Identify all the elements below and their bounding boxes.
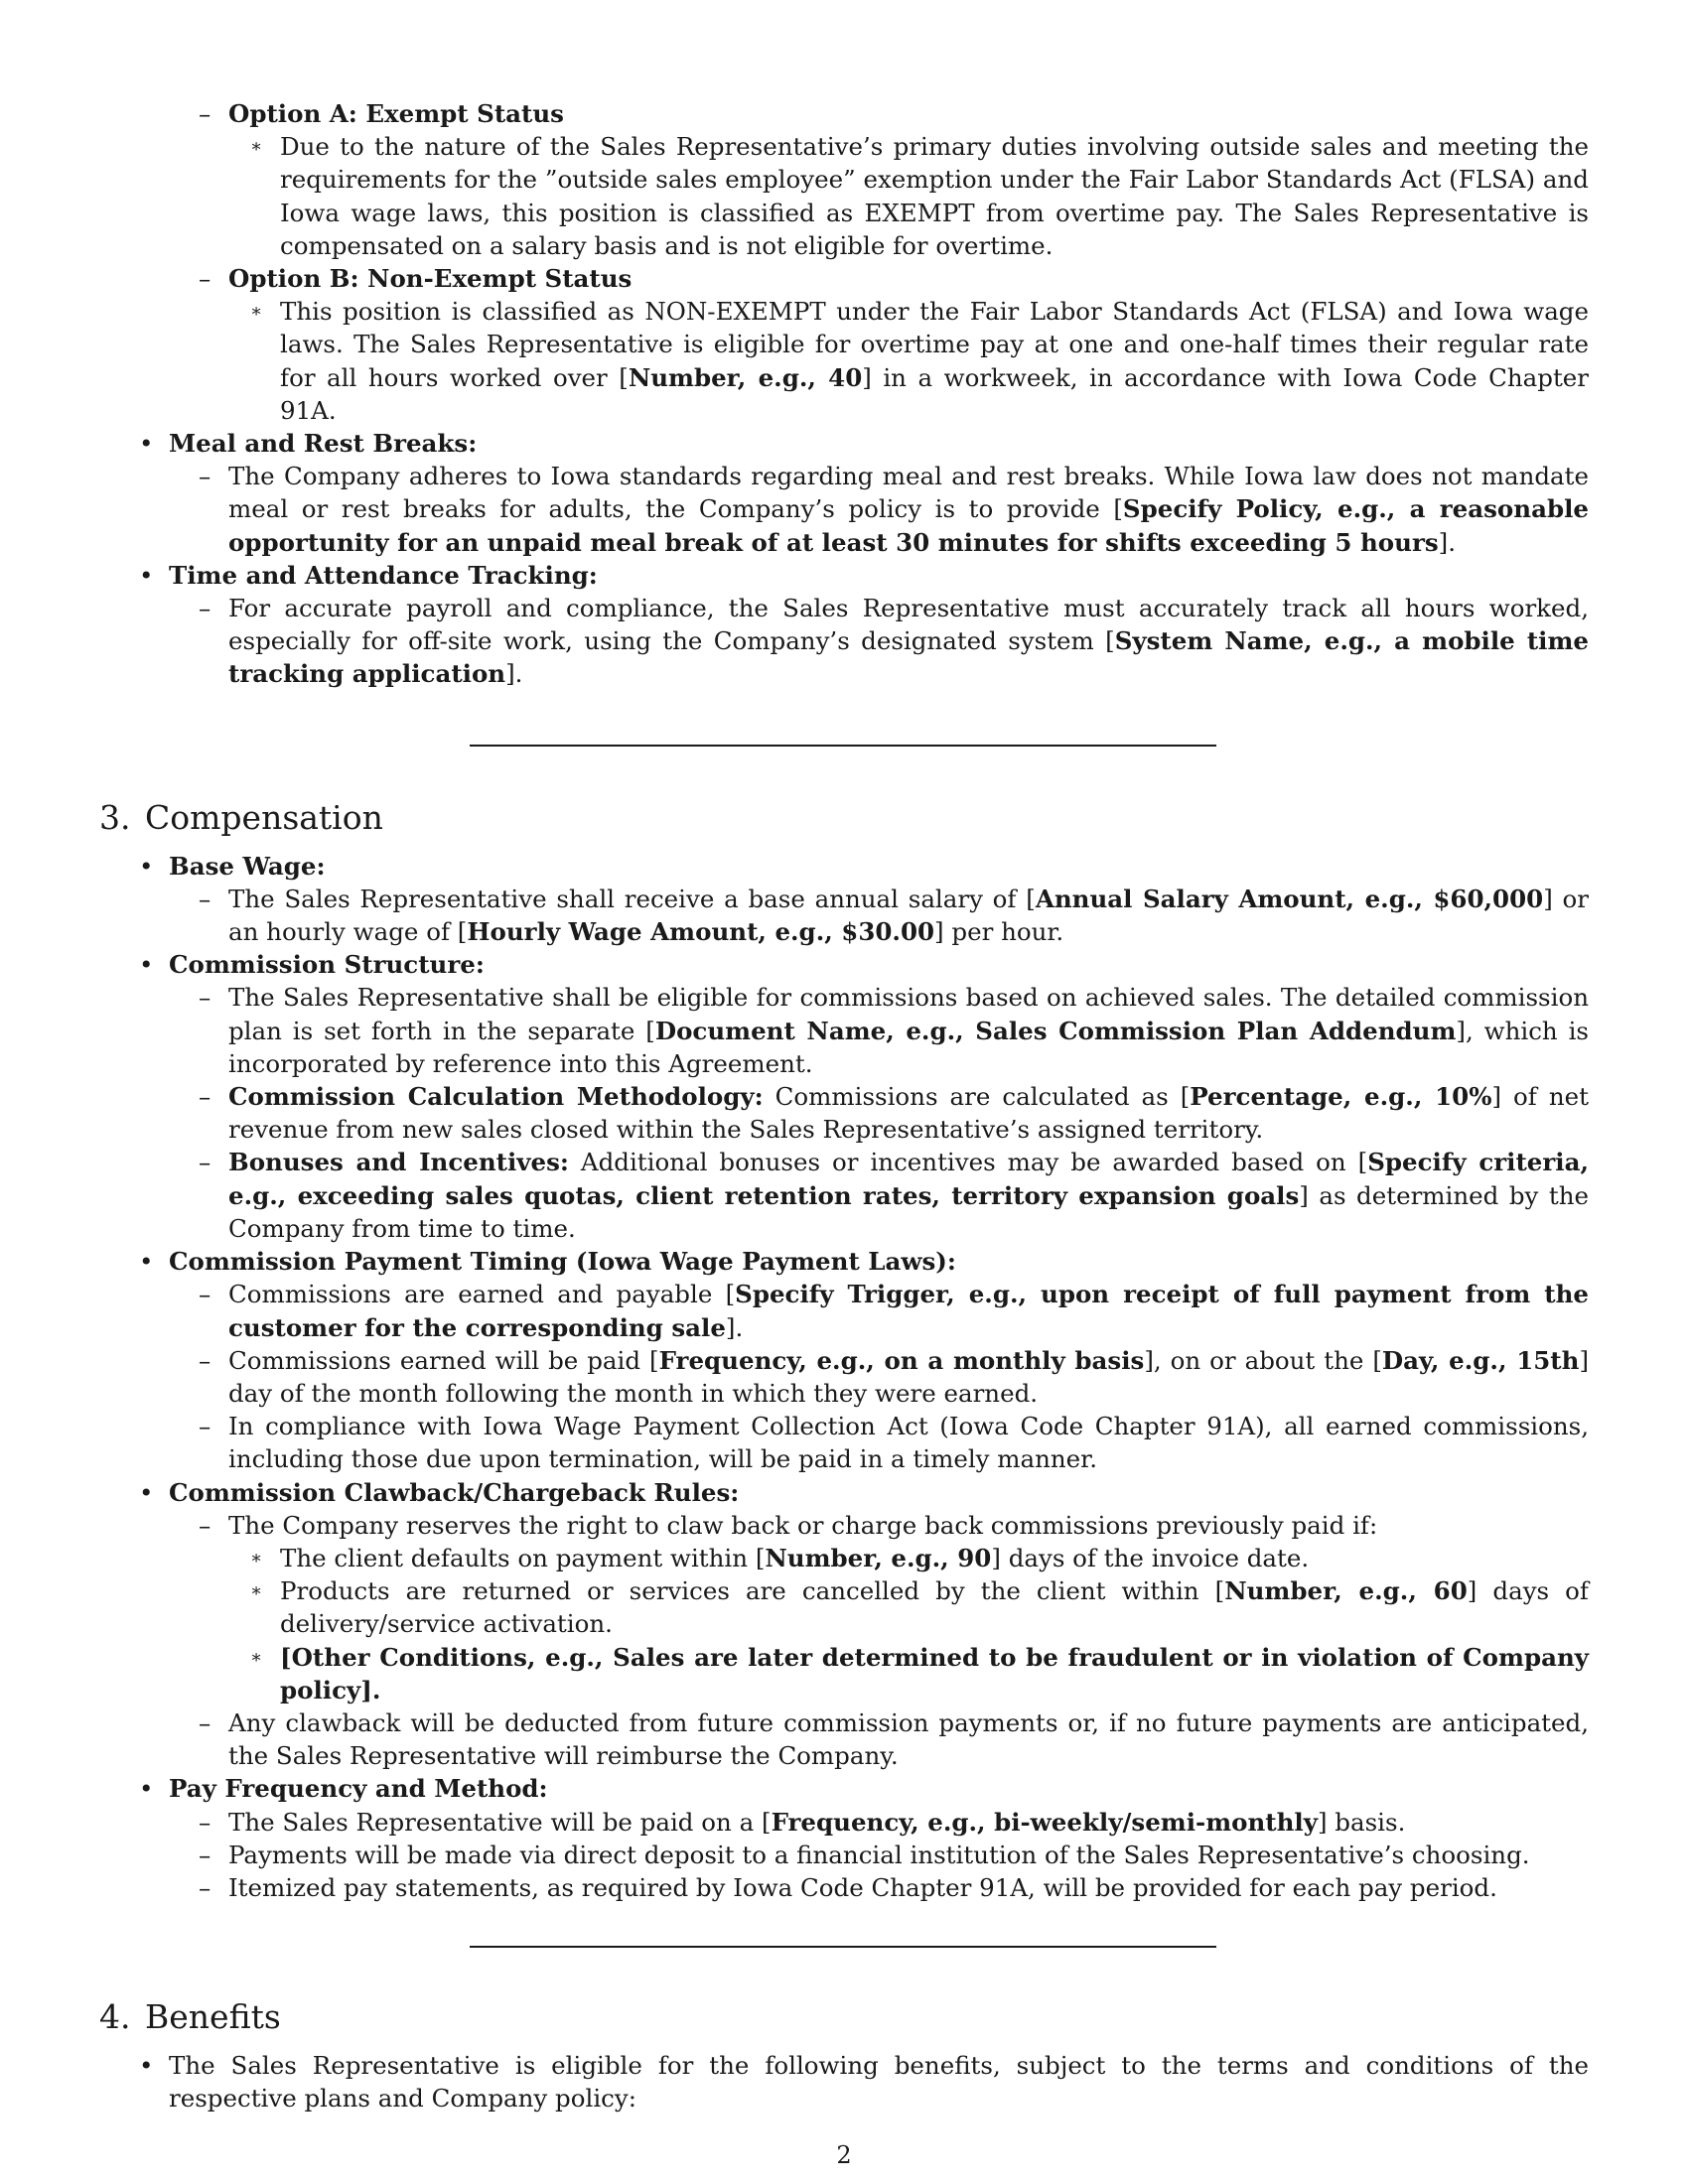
body-text: Commissions are earned and payable [ (228, 1280, 736, 1309)
dash-marker: – (199, 1807, 211, 1837)
dash-marker: – (199, 1510, 211, 1540)
body-text: ]. (725, 1312, 744, 1342)
list-item (99, 1344, 1589, 1410)
placeholder-field: Day, e.g., 15th (1381, 1345, 1580, 1375)
list-item (99, 981, 1589, 1080)
body-text: Itemized pay statements, as required by Iowa Code Chapter 91A, will be provided for each pay period. (228, 1872, 1497, 1902)
placeholder-field: Document Name, e.g., Sales Commission Plan Addendum (654, 1016, 1457, 1045)
bullet-marker: • (139, 950, 154, 980)
body-text: ] basis. (1317, 1807, 1406, 1837)
dash-marker: – (199, 264, 211, 294)
placeholder-field: Number, e.g., 60 (1224, 1576, 1468, 1606)
body-text: ] day of the month following the month in which they were earned. (228, 1345, 1589, 1408)
placeholder-field: Frequency, e.g., bi-weekly/semi-monthly (771, 1807, 1318, 1837)
list-item (99, 1476, 1589, 1509)
list-item (99, 130, 1589, 262)
list-item (99, 1806, 1589, 1839)
star-marker: ∗ (250, 1580, 263, 1602)
body-text: Additional bonuses or incentives may be awarded based on [ (568, 1148, 1368, 1177)
benefits-list (99, 2049, 1589, 2115)
body-text: Products are returned or services are cancelled by the client within [ (280, 1576, 1225, 1606)
body-text: ] or an hourly wage of [ (228, 884, 1589, 947)
body-text: [ (280, 1642, 292, 1672)
list-item (99, 1871, 1589, 1904)
body-text: The Sales Representative will be paid on a [ (228, 1807, 772, 1837)
list-item (99, 559, 1589, 592)
list-item (99, 1245, 1589, 1278)
meal-breaks-text: ]. (1438, 527, 1457, 557)
placeholder-field: Percentage, e.g., 10% (1190, 1082, 1492, 1112)
list-item (99, 1278, 1589, 1343)
meal-breaks-label: Meal and Rest Breaks: (169, 429, 478, 459)
list-item (99, 1574, 1589, 1640)
placeholder-field: Specify Policy, e.g., a reasonable opportunity for an unpaid meal break of at least 30 minutes for shifts exceeding 5 hours (228, 494, 1589, 557)
body-text: ] days of delivery/service activation. (280, 1576, 1590, 1639)
list-item (99, 295, 1589, 427)
option-b-text: This position is classified as NON-EXEMPT under the Fair Labor Standards Act (FLSA) and Iowa wage laws. The Sales Representative is eligible for overtime pay at one and one-half times their regular rate for all hours worked over [ (280, 297, 1589, 392)
placeholder-field: Number, e.g., 40 (628, 362, 863, 392)
list-item (99, 592, 1589, 691)
body-text: ] as determined by the Company from time to time. (228, 1180, 1589, 1243)
star-marker: ∗ (250, 1547, 263, 1569)
dash-marker: – (199, 884, 211, 913)
dash-marker: – (199, 1280, 211, 1309)
list-item (99, 1772, 1589, 1805)
time-tracking-text: For accurate payroll and compliance, the Sales Representative must accurately track all hours worked, especially for off-site work, using the Company’s designated system [ (228, 594, 1589, 656)
body-text: The Sales Representative is eligible for the following benefits, subject to the terms and conditions of the respective plans and Company policy: (169, 2050, 1589, 2113)
list-item (99, 850, 1589, 883)
list-item (99, 1706, 1589, 1772)
dash-marker: – (199, 1345, 211, 1375)
option-a-label: Option A: Exempt Status (228, 99, 564, 128)
bullet-marker: • (139, 1247, 154, 1277)
list-item (99, 1641, 1589, 1706)
body-text: The Sales Representative shall be eligible for commissions based on achieved sales. The detailed commission plan is set forth in the separate [ (228, 983, 1589, 1045)
body-text: Payments will be made via direct deposit to a financial institution of the Sales Representative’s choosing. (228, 1840, 1530, 1869)
calc-methodology-label: Commission Calculation Methodology: (228, 1082, 764, 1112)
section-title: Benefits (145, 1996, 281, 2036)
dash-marker: – (199, 1707, 211, 1737)
body-text: Commissions are calculated as [ (763, 1082, 1191, 1112)
list-item (99, 1080, 1589, 1146)
pay-frequency-label: Pay Frequency and Method: (169, 1774, 548, 1804)
placeholder-field: Number, e.g., 90 (765, 1543, 992, 1572)
compensation-list (99, 850, 1589, 1905)
option-b-label: Option B: Non-Exempt Status (228, 264, 633, 294)
overtime-options-list (99, 97, 1589, 691)
bullet-marker: • (139, 429, 154, 459)
list-item (99, 1509, 1589, 1542)
star-marker: ∗ (250, 136, 263, 158)
list-item (99, 427, 1589, 460)
commission-structure-label: Commission Structure: (169, 950, 485, 980)
bullet-marker: • (139, 1477, 154, 1507)
section-heading-compensation (99, 798, 1589, 850)
list-item (99, 2049, 1589, 2115)
bullet-marker: • (139, 851, 154, 881)
body-text: Any clawback will be deducted from future commission payments or, if no future payments are anticipated, the Sales Representative will reimburse the Company. (228, 1707, 1589, 1771)
list-item (99, 1410, 1589, 1475)
time-tracking-text: ]. (505, 659, 523, 689)
placeholder-field: Other Conditions, e.g., Sales are later determined to be fraudulent or in violation of Company policy (280, 1642, 1589, 1705)
star-marker: ∗ (250, 1646, 263, 1668)
body-text: Commissions earned will be paid [ (228, 1345, 659, 1375)
list-item (99, 262, 1589, 295)
dash-marker: – (199, 1840, 211, 1869)
body-text: The Sales Representative shall receive a base annual salary of [ (228, 884, 1036, 913)
placeholder-field: Specify criteria, e.g., exceeding sales quotas, client retention rates, territory expansion goals (228, 1148, 1589, 1210)
placeholder-field: System Name, e.g., a mobile time tracking application (228, 626, 1589, 689)
body-text: ] of net revenue from new sales closed within the Sales Representative’s assigned territory. (228, 1082, 1590, 1145)
section-divider (470, 1946, 1216, 1948)
bonuses-label: Bonuses and Incentives: (228, 1148, 569, 1177)
bullet-marker: • (139, 1774, 154, 1804)
dash-marker: – (199, 1412, 211, 1441)
page-content (99, 97, 1589, 2115)
body-text: ]. (360, 1675, 381, 1705)
base-wage-label: Base Wage: (169, 851, 326, 881)
dash-marker: – (199, 1872, 211, 1902)
dash-marker: – (199, 983, 211, 1013)
time-tracking-label: Time and Attendance Tracking: (169, 560, 598, 590)
list-item (99, 948, 1589, 981)
section-title: Compensation (145, 797, 383, 837)
page-number: 2 (836, 2141, 852, 2169)
clawback-label: Commission Clawback/Chargeback Rules: (169, 1477, 740, 1507)
star-marker: ∗ (250, 301, 263, 323)
section-heading-benefits (99, 1997, 1589, 2049)
placeholder-field: Hourly Wage Amount, e.g., $30.00 (467, 917, 935, 947)
list-item (99, 97, 1589, 130)
bullet-marker: • (139, 2050, 154, 2080)
dash-marker: – (199, 462, 211, 491)
placeholder-field: Frequency, e.g., on a monthly basis (658, 1345, 1145, 1375)
list-item (99, 1542, 1589, 1574)
body-text: ], on or about the [ (1144, 1345, 1382, 1375)
body-text: In compliance with Iowa Wage Payment Collection Act (Iowa Code Chapter 91A), all earned commissions, including those due upon termination, will be paid in a timely manner. (228, 1412, 1589, 1474)
section-number: 3. (99, 797, 131, 837)
list-item (99, 883, 1589, 948)
list-item (99, 1839, 1589, 1871)
meal-breaks-text: The Company adheres to Iowa standards regarding meal and rest breaks. While Iowa law does not mandate meal or rest breaks for adults, the Company’s policy is to provide [ (228, 462, 1589, 524)
list-item (99, 1146, 1589, 1245)
bullet-marker: • (139, 560, 154, 590)
body-text: The client defaults on payment within [ (280, 1543, 766, 1572)
dash-marker: – (199, 594, 211, 623)
placeholder-field: Specify Trigger, e.g., upon receipt of full payment from the customer for the corresponding sale (228, 1280, 1589, 1342)
option-b-text: ] in a workweek, in accordance with Iowa Code Chapter 91A. (280, 362, 1590, 425)
list-item (99, 460, 1589, 559)
placeholder-field: Annual Salary Amount, e.g., $60,000 (1035, 884, 1544, 913)
dash-marker: – (199, 1148, 211, 1177)
dash-marker: – (199, 1082, 211, 1112)
body-text: ] per hour. (934, 917, 1064, 947)
dash-marker: – (199, 99, 211, 128)
section-divider (470, 745, 1216, 747)
section-number: 4. (99, 1996, 131, 2036)
body-text: ], which is incorporated by reference into this Agreement. (228, 1016, 1589, 1078)
option-a-text: Due to the nature of the Sales Representative’s primary duties involving outside sales and meeting the requirements for the ”outside sales employee” exemption under the Fair Labor Standards Act (FLSA) and Iowa wage laws, this position is classified as EXEMPT from overtime pay. The Sales Representative is compensated on a salary basis and is not eligible for overtime. (280, 132, 1589, 260)
body-text: ] days of the invoice date. (991, 1543, 1310, 1572)
body-text: The Company reserves the right to claw back or charge back commissions previously paid if: (228, 1510, 1378, 1540)
payment-timing-label: Commission Payment Timing (Iowa Wage Payment Laws): (169, 1247, 956, 1277)
